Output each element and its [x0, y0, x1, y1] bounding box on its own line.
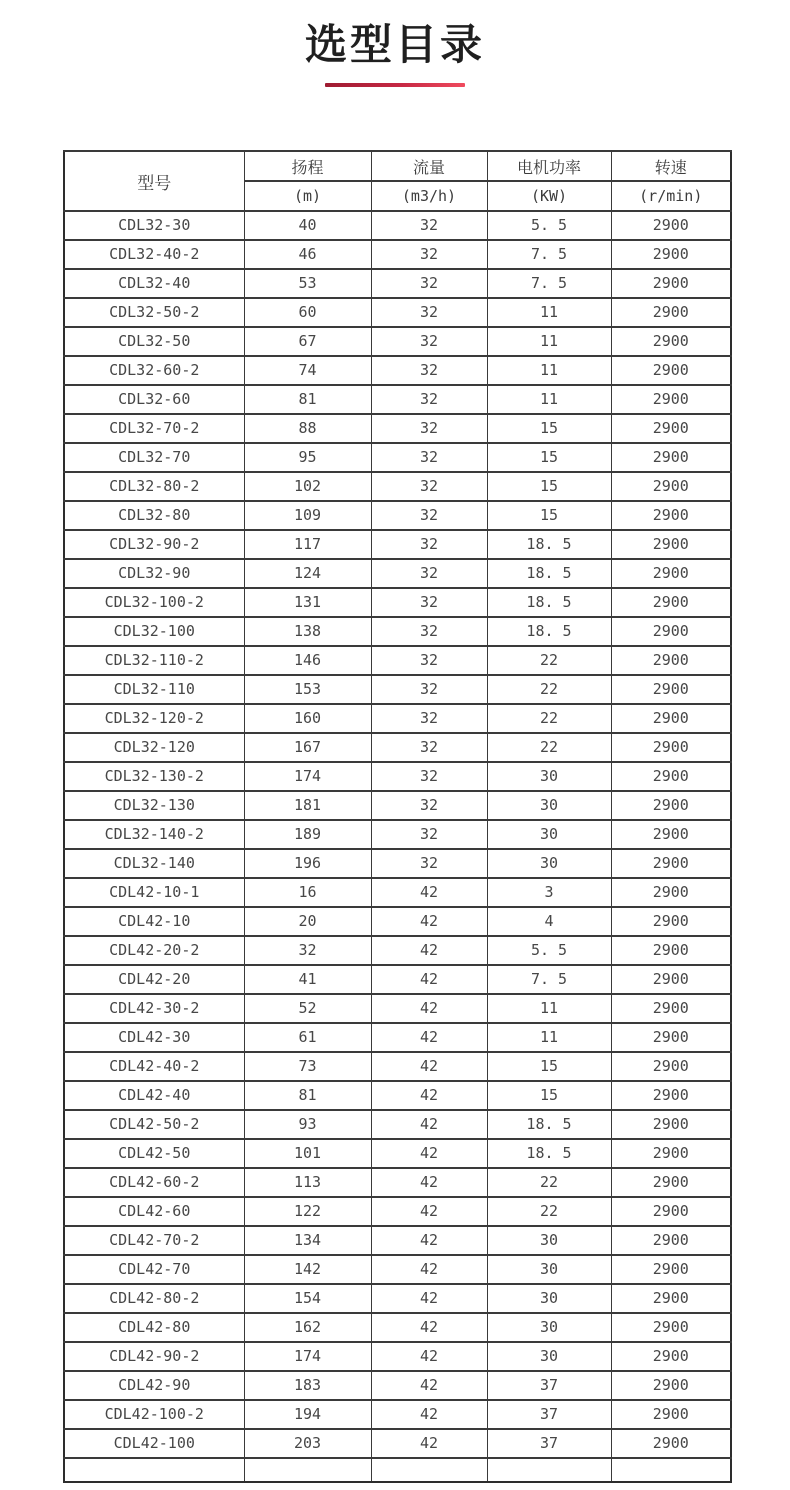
model-cell: CDL42-30: [64, 1023, 244, 1052]
speed-cell: 2900: [611, 269, 731, 298]
power-cell: 30: [487, 1255, 611, 1284]
head-cell: 95: [244, 443, 371, 472]
head-cell: 138: [244, 617, 371, 646]
model-cell: CDL32-90-2: [64, 530, 244, 559]
speed-cell: 2900: [611, 298, 731, 327]
table-row: [64, 965, 731, 994]
power-cell: 30: [487, 820, 611, 849]
power-cell: [487, 1458, 611, 1482]
model-cell: CDL32-140-2: [64, 820, 244, 849]
table-body: [64, 211, 731, 1482]
speed-cell: 2900: [611, 327, 731, 356]
power-cell: 7. 5: [487, 269, 611, 298]
column-header-head: 扬程: [244, 151, 371, 181]
model-cell: CDL32-110: [64, 675, 244, 704]
model-cell: CDL32-70-2: [64, 414, 244, 443]
model-cell: CDL42-60: [64, 1197, 244, 1226]
head-cell: 203: [244, 1429, 371, 1458]
model-cell: CDL42-30-2: [64, 994, 244, 1023]
power-cell: 22: [487, 733, 611, 762]
model-cell: CDL32-60: [64, 385, 244, 414]
flow-cell: 42: [371, 1226, 487, 1255]
table-row: [64, 1313, 731, 1342]
power-cell: 18. 5: [487, 1139, 611, 1168]
speed-cell: 2900: [611, 994, 731, 1023]
power-cell: 11: [487, 327, 611, 356]
flow-cell: 42: [371, 994, 487, 1023]
flow-cell: 32: [371, 791, 487, 820]
head-cell: 181: [244, 791, 371, 820]
column-unit-flow: (m3/h): [371, 181, 487, 211]
table-row: [64, 820, 731, 849]
speed-cell: 2900: [611, 211, 731, 240]
model-cell: CDL42-40-2: [64, 1052, 244, 1081]
column-header-model: 型号: [64, 151, 244, 211]
flow-cell: 42: [371, 1197, 487, 1226]
flow-cell: 32: [371, 675, 487, 704]
header-row-names: [64, 151, 731, 181]
flow-cell: 32: [371, 385, 487, 414]
table-row: [64, 385, 731, 414]
speed-cell: 2900: [611, 530, 731, 559]
speed-cell: 2900: [611, 240, 731, 269]
table-row: [64, 1429, 731, 1458]
head-cell: 81: [244, 385, 371, 414]
table-header: [64, 151, 731, 211]
power-cell: 15: [487, 472, 611, 501]
model-cell: CDL42-20-2: [64, 936, 244, 965]
power-cell: 18. 5: [487, 617, 611, 646]
model-cell: CDL42-100-2: [64, 1400, 244, 1429]
head-cell: 117: [244, 530, 371, 559]
model-cell: CDL42-90-2: [64, 1342, 244, 1371]
table-row: [64, 762, 731, 791]
flow-cell: 32: [371, 530, 487, 559]
flow-cell: 32: [371, 559, 487, 588]
speed-cell: 2900: [611, 1400, 731, 1429]
power-cell: 30: [487, 1313, 611, 1342]
model-cell: CDL32-120: [64, 733, 244, 762]
table-row: [64, 1197, 731, 1226]
table-row: [64, 298, 731, 327]
head-cell: 88: [244, 414, 371, 443]
table-row: [64, 1168, 731, 1197]
table-row: [64, 1255, 731, 1284]
flow-cell: 32: [371, 240, 487, 269]
table-row: [64, 791, 731, 820]
model-cell: CDL42-60-2: [64, 1168, 244, 1197]
speed-cell: 2900: [611, 1052, 731, 1081]
flow-cell: 32: [371, 327, 487, 356]
flow-cell: 32: [371, 588, 487, 617]
table-row: [64, 936, 731, 965]
table-row: [64, 211, 731, 240]
speed-cell: 2900: [611, 559, 731, 588]
column-unit-speed: (r/min): [611, 181, 731, 211]
speed-cell: 2900: [611, 385, 731, 414]
table-row: [64, 559, 731, 588]
table-row: [64, 878, 731, 907]
head-cell: 174: [244, 762, 371, 791]
model-cell: CDL42-40: [64, 1081, 244, 1110]
table-row: [64, 675, 731, 704]
speed-cell: 2900: [611, 936, 731, 965]
table-row: [64, 907, 731, 936]
table-row: [64, 1342, 731, 1371]
flow-cell: 42: [371, 878, 487, 907]
speed-cell: 2900: [611, 1313, 731, 1342]
speed-cell: 2900: [611, 1023, 731, 1052]
power-cell: 22: [487, 1168, 611, 1197]
flow-cell: 32: [371, 849, 487, 878]
column-header-power: 电机功率: [487, 151, 611, 181]
flow-cell: 32: [371, 269, 487, 298]
speed-cell: 2900: [611, 762, 731, 791]
head-cell: 61: [244, 1023, 371, 1052]
speed-cell: 2900: [611, 414, 731, 443]
speed-cell: 2900: [611, 878, 731, 907]
power-cell: 15: [487, 1052, 611, 1081]
selection-table: [63, 150, 732, 1483]
head-cell: 142: [244, 1255, 371, 1284]
flow-cell: 32: [371, 298, 487, 327]
head-cell: 134: [244, 1226, 371, 1255]
head-cell: 109: [244, 501, 371, 530]
flow-cell: 42: [371, 936, 487, 965]
flow-cell: 32: [371, 472, 487, 501]
head-cell: 20: [244, 907, 371, 936]
power-cell: 7. 5: [487, 965, 611, 994]
flow-cell: 32: [371, 617, 487, 646]
model-cell: CDL32-80-2: [64, 472, 244, 501]
model-cell: CDL42-50-2: [64, 1110, 244, 1139]
speed-cell: 2900: [611, 472, 731, 501]
power-cell: 18. 5: [487, 1110, 611, 1139]
head-cell: 60: [244, 298, 371, 327]
flow-cell: 32: [371, 356, 487, 385]
power-cell: 11: [487, 1023, 611, 1052]
power-cell: 5. 5: [487, 211, 611, 240]
power-cell: 7. 5: [487, 240, 611, 269]
table-row: [64, 501, 731, 530]
model-cell: CDL32-50: [64, 327, 244, 356]
flow-cell: 32: [371, 443, 487, 472]
flow-cell: 32: [371, 211, 487, 240]
power-cell: 15: [487, 414, 611, 443]
speed-cell: 2900: [611, 1081, 731, 1110]
table-row: [64, 530, 731, 559]
head-cell: 46: [244, 240, 371, 269]
power-cell: 37: [487, 1429, 611, 1458]
power-cell: 18. 5: [487, 588, 611, 617]
column-unit-power: (KW): [487, 181, 611, 211]
power-cell: 30: [487, 791, 611, 820]
table-row: [64, 994, 731, 1023]
model-cell: CDL42-90: [64, 1371, 244, 1400]
power-cell: 15: [487, 501, 611, 530]
table-row: [64, 1081, 731, 1110]
model-cell: CDL42-10: [64, 907, 244, 936]
table-row: [64, 240, 731, 269]
speed-cell: 2900: [611, 1226, 731, 1255]
head-cell: 16: [244, 878, 371, 907]
head-cell: 74: [244, 356, 371, 385]
flow-cell: 42: [371, 1081, 487, 1110]
power-cell: 37: [487, 1400, 611, 1429]
table-row: [64, 472, 731, 501]
head-cell: 73: [244, 1052, 371, 1081]
power-cell: 22: [487, 1197, 611, 1226]
flow-cell: 42: [371, 1400, 487, 1429]
speed-cell: 2900: [611, 791, 731, 820]
head-cell: 101: [244, 1139, 371, 1168]
flow-cell: 42: [371, 1139, 487, 1168]
table-row: [64, 1226, 731, 1255]
model-cell: CDL42-80-2: [64, 1284, 244, 1313]
head-cell: 102: [244, 472, 371, 501]
speed-cell: [611, 1458, 731, 1482]
head-cell: 53: [244, 269, 371, 298]
model-cell: CDL42-10-1: [64, 878, 244, 907]
flow-cell: 42: [371, 1429, 487, 1458]
flow-cell: 32: [371, 762, 487, 791]
head-cell: 32: [244, 936, 371, 965]
flow-cell: 42: [371, 1255, 487, 1284]
model-cell: CDL42-20: [64, 965, 244, 994]
table-row: [64, 1023, 731, 1052]
model-cell: CDL32-40: [64, 269, 244, 298]
flow-cell: 32: [371, 501, 487, 530]
model-cell: CDL32-120-2: [64, 704, 244, 733]
model-cell: CDL32-140: [64, 849, 244, 878]
table-row: [64, 849, 731, 878]
speed-cell: 2900: [611, 1197, 731, 1226]
model-cell: CDL32-30: [64, 211, 244, 240]
power-cell: 11: [487, 356, 611, 385]
table-row: [64, 269, 731, 298]
table-row: [64, 588, 731, 617]
speed-cell: 2900: [611, 501, 731, 530]
head-cell: 162: [244, 1313, 371, 1342]
table-row: [64, 1284, 731, 1313]
flow-cell: 42: [371, 1023, 487, 1052]
speed-cell: 2900: [611, 443, 731, 472]
model-cell: CDL32-130-2: [64, 762, 244, 791]
model-cell: CDL42-50: [64, 1139, 244, 1168]
table-row-cutoff: [64, 1458, 731, 1482]
title-underline-accent: [325, 83, 465, 87]
model-cell: CDL32-100: [64, 617, 244, 646]
head-cell: 146: [244, 646, 371, 675]
table-row: [64, 704, 731, 733]
model-cell: CDL32-130: [64, 791, 244, 820]
speed-cell: 2900: [611, 1429, 731, 1458]
table-row: [64, 443, 731, 472]
speed-cell: 2900: [611, 907, 731, 936]
speed-cell: 2900: [611, 617, 731, 646]
power-cell: 11: [487, 385, 611, 414]
power-cell: 5. 5: [487, 936, 611, 965]
head-cell: 189: [244, 820, 371, 849]
power-cell: 18. 5: [487, 559, 611, 588]
flow-cell: 42: [371, 965, 487, 994]
table-row: [64, 1110, 731, 1139]
table-row: [64, 1052, 731, 1081]
head-cell: 40: [244, 211, 371, 240]
speed-cell: 2900: [611, 820, 731, 849]
flow-cell: 42: [371, 1052, 487, 1081]
table-row: [64, 356, 731, 385]
power-cell: 4: [487, 907, 611, 936]
power-cell: 30: [487, 1342, 611, 1371]
table-row: [64, 327, 731, 356]
flow-cell: 32: [371, 733, 487, 762]
head-cell: 52: [244, 994, 371, 1023]
head-cell: 124: [244, 559, 371, 588]
model-cell: [64, 1458, 244, 1482]
power-cell: 3: [487, 878, 611, 907]
power-cell: 22: [487, 675, 611, 704]
flow-cell: 42: [371, 1168, 487, 1197]
model-cell: CDL42-70: [64, 1255, 244, 1284]
speed-cell: 2900: [611, 675, 731, 704]
power-cell: 30: [487, 1226, 611, 1255]
table-row: [64, 617, 731, 646]
speed-cell: 2900: [611, 849, 731, 878]
table-row: [64, 414, 731, 443]
power-cell: 11: [487, 298, 611, 327]
flow-cell: 42: [371, 907, 487, 936]
flow-cell: 42: [371, 1313, 487, 1342]
head-cell: 41: [244, 965, 371, 994]
head-cell: [244, 1458, 371, 1482]
flow-cell: 42: [371, 1342, 487, 1371]
model-cell: CDL42-100: [64, 1429, 244, 1458]
head-cell: 194: [244, 1400, 371, 1429]
model-cell: CDL32-40-2: [64, 240, 244, 269]
speed-cell: 2900: [611, 1139, 731, 1168]
speed-cell: 2900: [611, 1284, 731, 1313]
power-cell: 22: [487, 646, 611, 675]
flow-cell: 42: [371, 1110, 487, 1139]
speed-cell: 2900: [611, 356, 731, 385]
flow-cell: 32: [371, 646, 487, 675]
speed-cell: 2900: [611, 704, 731, 733]
flow-cell: 42: [371, 1371, 487, 1400]
model-cell: CDL32-90: [64, 559, 244, 588]
column-header-flow: 流量: [371, 151, 487, 181]
power-cell: 11: [487, 994, 611, 1023]
flow-cell: 32: [371, 704, 487, 733]
model-cell: CDL32-80: [64, 501, 244, 530]
power-cell: 15: [487, 1081, 611, 1110]
head-cell: 153: [244, 675, 371, 704]
speed-cell: 2900: [611, 588, 731, 617]
speed-cell: 2900: [611, 1110, 731, 1139]
page-title: 选型目录: [304, 20, 485, 69]
table-row: [64, 1139, 731, 1168]
head-cell: 131: [244, 588, 371, 617]
head-cell: 67: [244, 327, 371, 356]
flow-cell: 32: [371, 414, 487, 443]
flow-cell: [371, 1458, 487, 1482]
speed-cell: 2900: [611, 733, 731, 762]
head-cell: 122: [244, 1197, 371, 1226]
power-cell: 37: [487, 1371, 611, 1400]
power-cell: 22: [487, 704, 611, 733]
power-cell: 15: [487, 443, 611, 472]
flow-cell: 42: [371, 1284, 487, 1313]
power-cell: 30: [487, 762, 611, 791]
model-cell: CDL32-70: [64, 443, 244, 472]
model-cell: CDL32-110-2: [64, 646, 244, 675]
head-cell: 160: [244, 704, 371, 733]
table-row: [64, 1400, 731, 1429]
model-cell: CDL32-100-2: [64, 588, 244, 617]
head-cell: 154: [244, 1284, 371, 1313]
head-cell: 81: [244, 1081, 371, 1110]
model-cell: CDL42-80: [64, 1313, 244, 1342]
speed-cell: 2900: [611, 1371, 731, 1400]
head-cell: 93: [244, 1110, 371, 1139]
head-cell: 196: [244, 849, 371, 878]
head-cell: 113: [244, 1168, 371, 1197]
power-cell: 18. 5: [487, 530, 611, 559]
column-header-speed: 转速: [611, 151, 731, 181]
power-cell: 30: [487, 1284, 611, 1313]
model-cell: CDL32-50-2: [64, 298, 244, 327]
head-cell: 183: [244, 1371, 371, 1400]
column-unit-head: (m): [244, 181, 371, 211]
table-row: [64, 1371, 731, 1400]
model-cell: CDL42-70-2: [64, 1226, 244, 1255]
power-cell: 30: [487, 849, 611, 878]
speed-cell: 2900: [611, 1255, 731, 1284]
head-cell: 174: [244, 1342, 371, 1371]
head-cell: 167: [244, 733, 371, 762]
speed-cell: 2900: [611, 1342, 731, 1371]
speed-cell: 2900: [611, 965, 731, 994]
model-cell: CDL32-60-2: [64, 356, 244, 385]
speed-cell: 2900: [611, 1168, 731, 1197]
table-row: [64, 646, 731, 675]
flow-cell: 32: [371, 820, 487, 849]
speed-cell: 2900: [611, 646, 731, 675]
table-row: [64, 733, 731, 762]
